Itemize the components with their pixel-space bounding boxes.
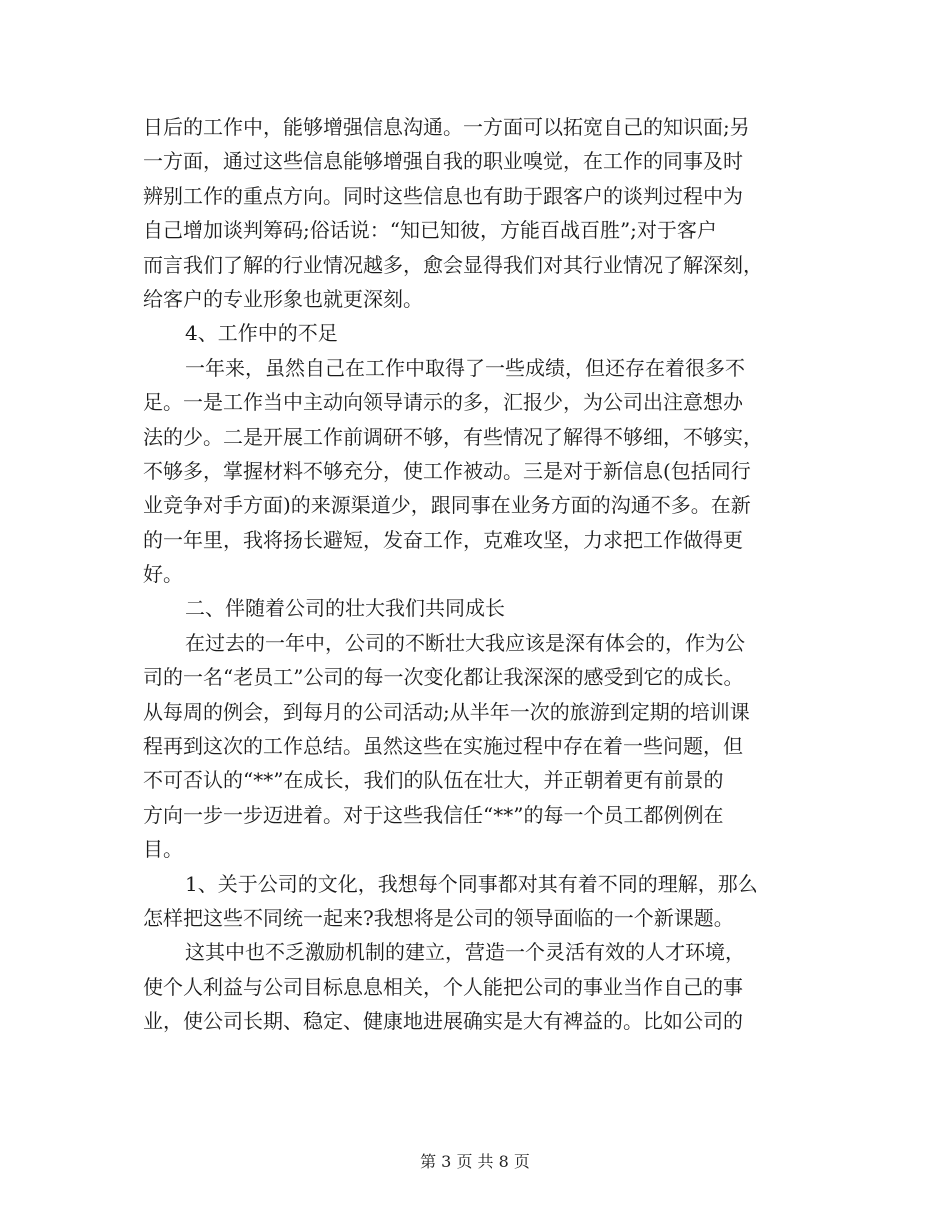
text-line: 方向一步一步迈进着。对于这些我信任“**”的每一个员工都例例在 xyxy=(143,802,724,827)
text-line: 4、工作中的不足 xyxy=(185,321,338,346)
text-line: 不可否认的“**”在成长，我们的队伍在壮大，并正朝着更有前景的 xyxy=(143,768,724,793)
text-line: 这其中也不乏激励机制的建立，营造一个灵活有效的人才环境， xyxy=(185,940,745,965)
text-line: 从每周的例会，到每月的公司活动;从半年一次的旅游到定期的培训课 xyxy=(143,699,750,724)
text-line: 程再到这次的工作总结。虽然这些在实施过程中存在着一些问题，但 xyxy=(143,734,743,759)
text-line: 辨别工作的重点方向。同时这些信息也有助于跟客户的谈判过程中为 xyxy=(143,183,743,208)
text-line: 目。 xyxy=(143,837,183,862)
text-line: 业，使公司长期、稳定、健康地进展确实是大有裨益的。比如公司的 xyxy=(143,1009,743,1034)
text-line: 的一年里，我将扬长避短，发奋工作，克难攻坚，力求把工作做得更 xyxy=(143,527,743,552)
document-body xyxy=(143,110,807,1039)
text-line: 怎样把这些不同统一起来?我想将是公司的领导面临的一个新课题。 xyxy=(143,905,734,930)
text-line: 司的一名“老员工”公司的每一次变化都让我深深的感受到它的成长。 xyxy=(143,665,744,690)
text-line: 一方面，通过这些信息能够增强自我的职业嗅觉，在工作的同事及时 xyxy=(143,149,743,174)
text-line: 1、关于公司的文化，我想每个同事都对其有着不同的理解，那么 xyxy=(185,871,758,896)
page-footer: 第 3 页 共 8 页 xyxy=(420,1152,530,1171)
text-line: 业竞争对手方面)的来源渠道少，跟同事在业务方面的沟通不多。在新 xyxy=(143,493,751,518)
text-line: 日后的工作中，能够增强信息沟通。一方面可以拓宽自己的知识面;另 xyxy=(143,115,750,139)
text-line: 在过去的一年中，公司的不断壮大我应该是深有体会的，作为公 xyxy=(185,630,745,655)
text-line: 足。一是工作当中主动向领导请示的多，汇报少，为公司出注意想办 xyxy=(143,390,743,415)
text-line: 给客户的专业形象也就更深刻。 xyxy=(143,286,423,311)
text-line: 而言我们了解的行业情况越多，愈会显得我们对其行业情况了解深刻， xyxy=(143,252,763,277)
text-line: 不够多，掌握材料不够充分，使工作被动。三是对于新信息(包括同行 xyxy=(143,458,751,483)
text-line: 一年来，虽然自己在工作中取得了一些成绩，但还存在着很多不 xyxy=(185,355,745,380)
text-line: 使个人利益与公司目标息息相关，个人能把公司的事业当作自己的事 xyxy=(143,974,743,999)
text-line: 好。 xyxy=(143,562,183,587)
text-line: 法的少。二是开展工作前调研不够，有些情况了解得不够细，不够实， xyxy=(143,424,763,449)
text-line: 自己增加谈判筹码;俗话说：“知已知彼，方能百战百胜”;对于客户 xyxy=(143,218,717,243)
text-line: 二、伴随着公司的壮大我们共同成长 xyxy=(185,596,505,621)
